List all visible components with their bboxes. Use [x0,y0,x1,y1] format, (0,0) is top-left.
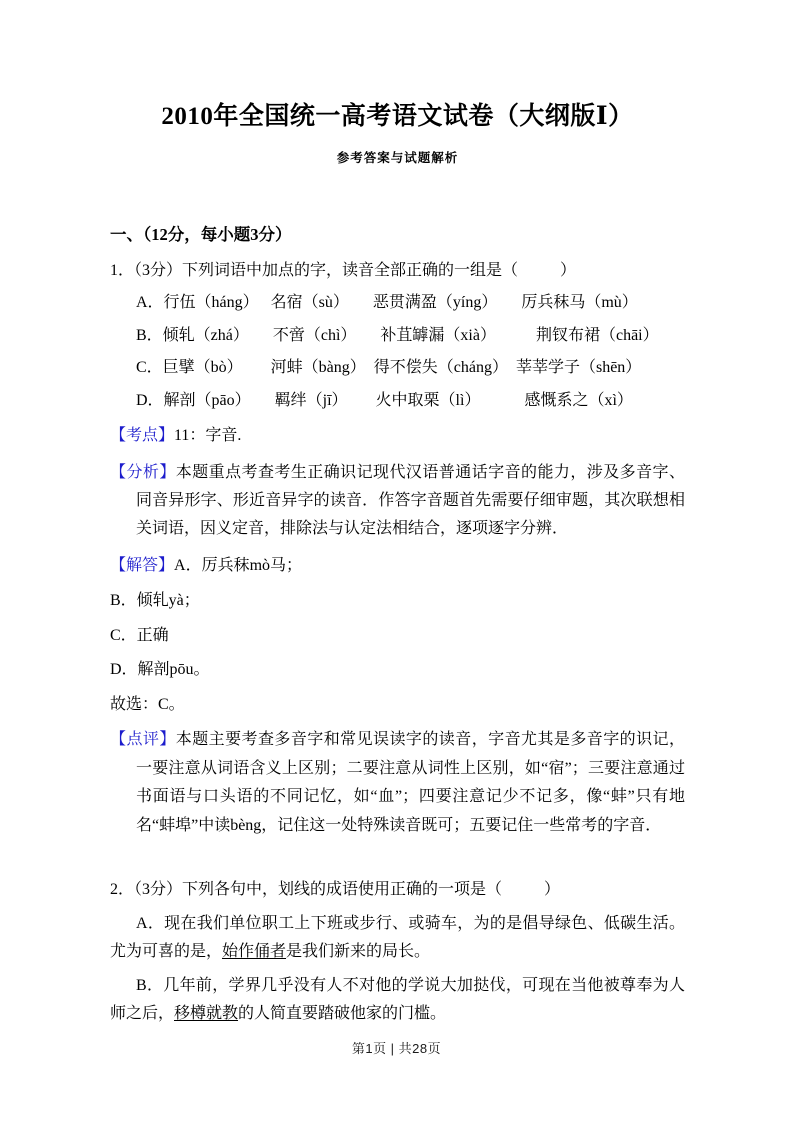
dianping-text: 本题主要考查多音字和常见误读字的读音，字音尤其是多音字的识记，一要注意从词语含义上区别；二要注意从词性上区别，如“宿”；三要注意通过书面语与口头语的不同记忆，如“血”；四要注意记少不记多，像“蚌”只有地名“蚌埠”中读bèng，记住这一处特殊读音既可；五要记住一些常考的字音． [136,731,685,834]
page-subtitle: 参考答案与试题解析 [336,150,459,165]
question-1-conclusion: 故选：C。 [110,695,185,713]
question-1-fenxi [110,451,685,544]
question-1-stem-close: ） [560,261,577,279]
fenxi-text: 本题重点考查考生正确识记现代汉语普通话字音的能力，涉及多音字、同音异形字、形近音异字的读音．作答字音题首先需要仔细审题，其次联想相关词语，因义定音，排除法与认定法相结合，逐项逐字分辨． [136,463,685,538]
question-2-stem-close: ） [544,881,561,899]
jieda-first-line: A．厉兵秣mò马； [174,556,303,574]
question-1-stem [110,248,685,285]
question-1-option-c: C．巨擘（bò） 河蚌（bàng） 得不偿失（cháng） 莘莘学子（shēn） [136,359,642,377]
page-title: 2010年全国统一高考语文试卷（大纲版Ⅰ） [161,103,634,130]
question-2-option-a-part2: 是我们新来的局长。 [286,942,431,960]
question-1-option-a: A．行伍（háng） 名宿（sù） 恶贯满盈（yíng） 厉兵秣马（mù） [136,294,638,312]
question-1-stem-text: 1．（3分）下列词语中加点的字，读音全部正确的一组是（ [110,261,519,279]
jieda-line-c: C．正确 [110,626,169,644]
question-2-option-b-part1: B．几年前，学界几乎没有人不对他的学说大加挞伐，可现在当他被尊奉为人师之后， [110,976,685,1022]
question-2-option-b-idiom: 移樽就教 [174,1004,239,1022]
page-content [110,0,685,1028]
question-1-option-b: B．倾轧（zhá） 不啻（chì） 补苴罅漏（xià） 荆钗布裙（chāi） [136,326,659,344]
question-1-option-d: D．解剖（pāo） 羁绊（jī） 火中取栗（lì） 感慨系之（xì） [136,391,633,409]
question-2-option-b [110,966,685,1028]
question-2-option-a-part1: A．现在我们单位职工上下班或步行、或骑车，为的是倡导绿色、低碳生活。尤为可喜的是， [110,914,685,960]
question-1-dianping [110,718,685,840]
question-2-stem [110,840,685,904]
question-1-kaodian [110,414,685,450]
jieda-line-b: B．倾轧yà； [110,592,200,610]
jieda-label: 【解答】 [110,556,175,574]
kaodian-text: 11：字音. [174,427,242,445]
fenxi-label: 【分析】 [110,463,176,481]
kaodian-label: 【考点】 [110,427,175,445]
question-2-stem-text: 2．（3分）下列各句中，划线的成语使用正确的一项是（ [110,881,503,899]
question-2-option-a [110,904,685,966]
jieda-line-d: D．解剖pōu。 [110,661,210,679]
question-2-option-a-idiom: 始作俑者 [222,942,287,960]
question-2-option-b-part2: 的人简直要踏破他家的门槛。 [238,1004,447,1022]
question-1-jieda [110,544,685,580]
dianping-label: 【点评】 [110,731,176,749]
page-footer: 第1页 | 共28页 [351,1041,442,1056]
section-heading: 一、（12分，每小题3分） [110,224,292,244]
